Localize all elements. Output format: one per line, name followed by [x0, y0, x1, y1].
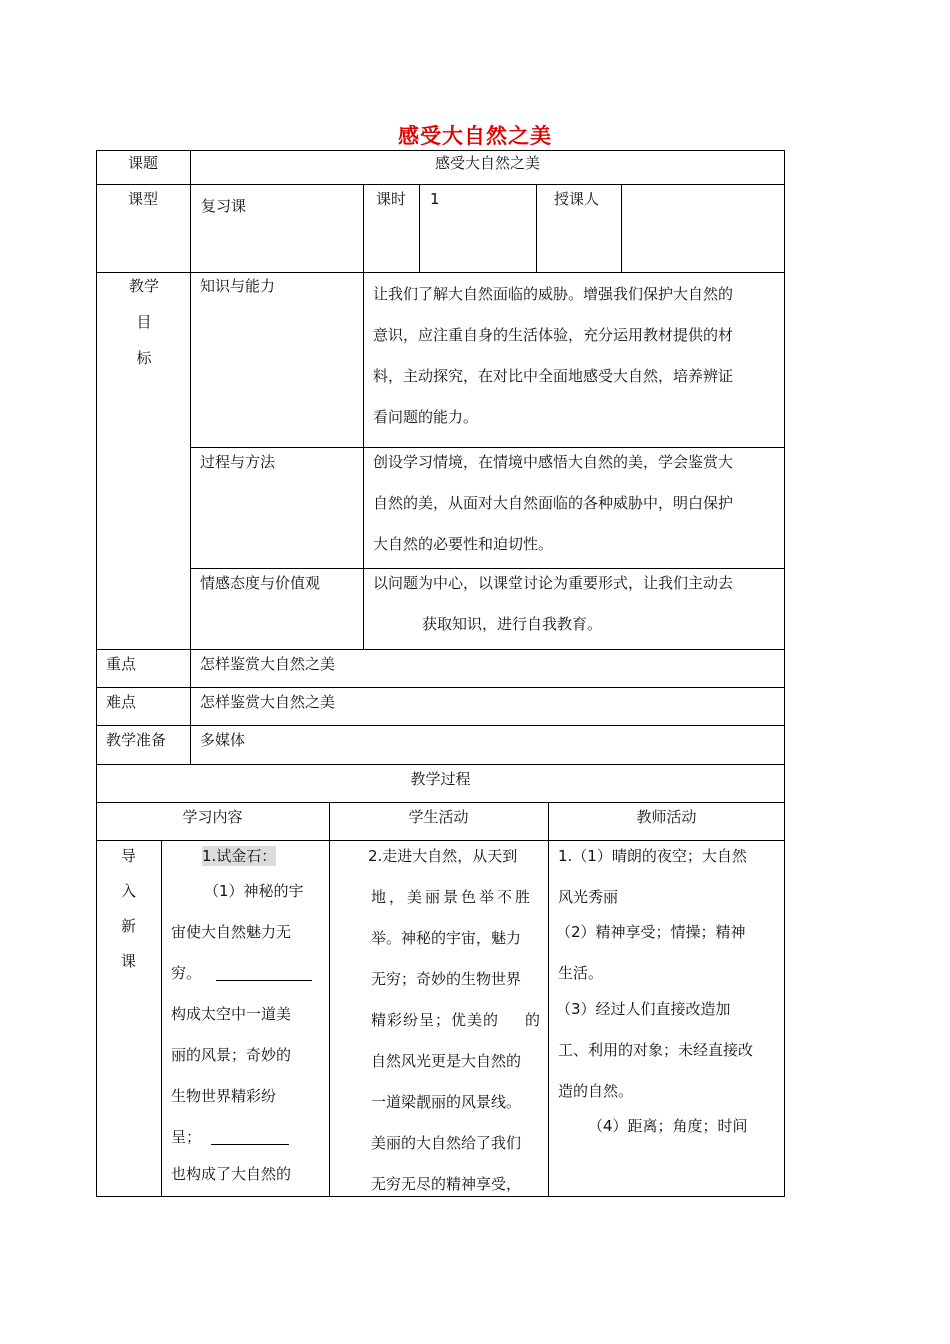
rule — [96, 150, 785, 151]
rule — [96, 184, 785, 185]
section-char: 导 — [120, 847, 136, 865]
difficulty-label: 难点 — [106, 693, 137, 711]
student-line: 地，美丽景色举不胜 — [371, 888, 534, 906]
type-value: 复习课 — [201, 197, 247, 215]
rule — [363, 272, 364, 649]
goal-knowledge-line: 料，主动探究，在对比中全面地感受大自然，培养辨证 — [373, 367, 734, 385]
student-line: 美丽的大自然给了我们 — [371, 1134, 522, 1152]
lesson-plan-table — [96, 150, 785, 1197]
goal-attitude-line: 获取知识，进行自我教育。 — [422, 615, 603, 633]
hours-label: 课时 — [376, 190, 407, 208]
content-line: 丽的风景；奇妙的 — [171, 1046, 292, 1064]
student-line: 一道梁靓丽的风景线。 — [371, 1093, 522, 1111]
student-line: 的 — [525, 1011, 541, 1029]
section-char: 入 — [120, 882, 136, 900]
rule — [190, 447, 785, 448]
rule — [161, 840, 162, 1197]
teacher-line: 工、利用的对象；未经直接改 — [558, 1041, 754, 1059]
content-line: 宙使大自然魅力无 — [171, 923, 292, 941]
rule — [96, 150, 97, 1197]
rule — [419, 184, 420, 272]
document-title: 感受大自然之美 — [398, 124, 552, 148]
difficulty-value: 怎样鉴赏大自然之美 — [200, 693, 336, 711]
goal-knowledge-line: 意识，应注重自身的生活体验，充分运用教材提供的材 — [373, 326, 734, 344]
fill-in-blank[interactable] — [216, 979, 312, 981]
rule — [190, 568, 785, 569]
rule — [548, 802, 549, 1197]
goal-attitude-line: 以问题为中心，以课堂讨论为重要形式，让我们主动去 — [373, 574, 734, 592]
hours-value: 1 — [430, 190, 440, 208]
teacher-line: （2）精神享受；情操；精神 — [556, 923, 746, 941]
goal-attitude-label: 情感态度与价值观 — [200, 574, 321, 592]
content-line: 穷。 — [171, 964, 202, 982]
column-header-student: 学生活动 — [408, 808, 469, 826]
teacher-label: 授课人 — [554, 190, 600, 208]
key-point-label: 重点 — [106, 655, 137, 673]
content-line: 呈； — [171, 1128, 202, 1146]
content-line: 也构成了大自然的 — [171, 1165, 292, 1183]
column-header-content: 学习内容 — [182, 808, 243, 826]
teacher-line: （4）距离；角度；时间 — [588, 1117, 748, 1135]
goals-label-1: 教学 — [128, 277, 159, 295]
topic-label: 课题 — [127, 154, 158, 172]
rule — [96, 687, 785, 688]
teacher-line: 1.（1）晴朗的夜空；大自然 — [558, 847, 747, 865]
rule — [536, 184, 537, 272]
rule — [96, 764, 785, 765]
teacher-line: 风光秀丽 — [558, 888, 619, 906]
student-line: 自然风光更是大自然的 — [371, 1052, 522, 1070]
student-line: 精彩纷呈；优美的 — [371, 1011, 500, 1029]
fill-in-blank[interactable] — [211, 1143, 289, 1145]
rule — [96, 649, 785, 650]
rule — [96, 725, 785, 726]
goal-process-line: 大自然的必要性和迫切性。 — [373, 535, 554, 553]
content-line: 构成太空中一道美 — [171, 1005, 292, 1023]
goal-knowledge-label: 知识与能力 — [200, 277, 276, 295]
topic-value: 感受大自然之美 — [434, 154, 540, 172]
goal-process-line: 创设学习情境，在情境中感悟大自然的美，学会鉴赏大 — [373, 453, 734, 471]
goals-label-3: 标 — [136, 349, 152, 367]
goal-process-line: 自然的美，从面对大自然面临的各种威胁中，明白保护 — [373, 494, 734, 512]
goal-knowledge-line: 看问题的能力。 — [373, 408, 479, 426]
goals-label-2: 目 — [136, 313, 152, 331]
column-header-teacher: 教师活动 — [636, 808, 697, 826]
process-heading: 教学过程 — [410, 770, 471, 788]
teacher-line: （3）经过人们直接改造加 — [556, 1000, 731, 1018]
rule — [784, 150, 785, 1197]
rule — [190, 150, 191, 764]
student-line: 2.走进大自然，从天到 — [368, 847, 518, 865]
prep-label: 教学准备 — [106, 731, 167, 749]
type-label: 课型 — [127, 190, 158, 208]
student-line: 无穷；奇妙的生物世界 — [371, 970, 522, 988]
teacher-line: 生活。 — [558, 964, 604, 982]
content-line: （1）神秘的宇 — [204, 882, 304, 900]
goal-knowledge-line: 让我们了解大自然面临的威胁。增强我们保护大自然的 — [373, 285, 734, 303]
prep-value: 多媒体 — [200, 731, 246, 749]
rule — [329, 802, 330, 1197]
section-char: 课 — [120, 952, 136, 970]
rule — [96, 802, 785, 803]
content-line: 生物世界精彩纷 — [171, 1087, 277, 1105]
rule — [621, 184, 622, 272]
goal-process-label: 过程与方法 — [200, 453, 276, 471]
rule — [363, 184, 364, 272]
content-head: 1.试金石： — [202, 847, 277, 865]
rule — [96, 840, 785, 841]
student-line: 无穷无尽的精神享受， — [371, 1175, 522, 1193]
rule — [96, 1196, 785, 1197]
teacher-line: 造的自然。 — [558, 1082, 634, 1100]
student-line: 举。神秘的宇宙，魅力 — [371, 929, 522, 947]
section-char: 新 — [120, 917, 136, 935]
rule — [96, 272, 785, 273]
key-point-value: 怎样鉴赏大自然之美 — [200, 655, 336, 673]
